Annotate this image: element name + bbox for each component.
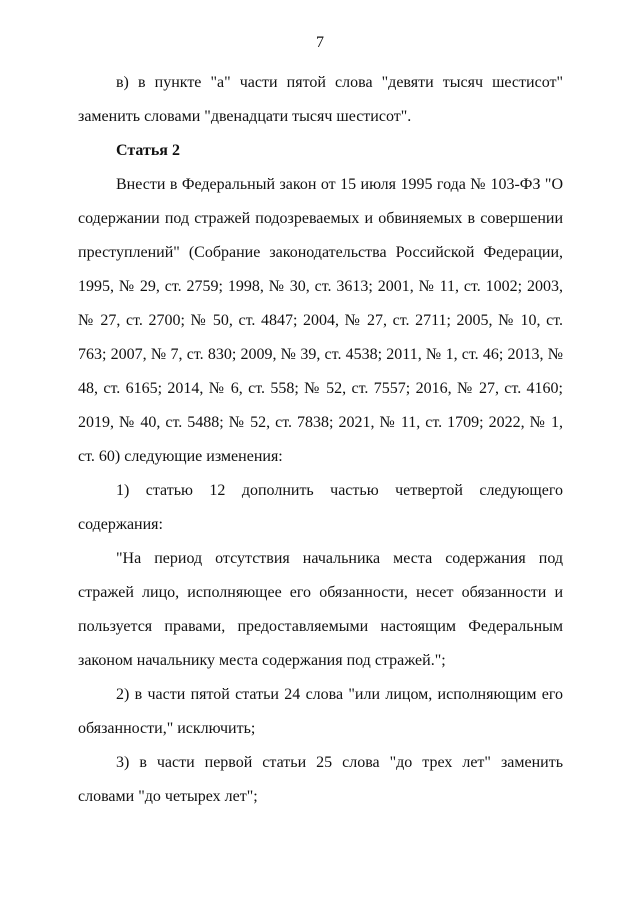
paragraph-item-2: 2) в части пятой статьи 24 слова "или лицом, исполняющим его обязанности," исключить; bbox=[78, 686, 563, 737]
document-body bbox=[78, 66, 563, 814]
paragraph-item-3: 3) в части первой статьи 25 слова "до трех лет" заменить словами "до четырех лет"; bbox=[78, 754, 563, 805]
paragraph-item-1: 1) статью 12 дополнить частью четвертой следующего содержания: bbox=[78, 482, 563, 533]
article-heading: Статья 2 bbox=[116, 142, 180, 159]
paragraph-article-2-intro: Внести в Федеральный закон от 15 июля 1995 года № 103-ФЗ "О содержании под стражей подозреваемых и обвиняемых в совершении преступлений" (Собрание законодательства Российской Федерации, 1995, № 29, ст. 2759; 1998, № 30, ст. 3613; 2001, № 11, ст. 1002; 2003, № 27, ст. 2700; № 50, ст. 4847; 2004, № 27, ст. 2711; 2005, № 10, ст. 763; 2007, № 7, ст. 830; 2009, № 39, ст. 4538; 2011, № 1, ст. 46; 2013, № 48, ст. 6165; 2014, № 6, ст. 558; № 52, ст. 7557; 2016, № 27, ст. 4160; 2019, № 40, ст. 5488; № 52, ст. 7838; 2021, № 11, ст. 1709; 2022, № 1, ст. 60) следующие изменения: bbox=[78, 176, 563, 465]
page-number: 7 bbox=[316, 34, 324, 51]
paragraph-quoted-text: "На период отсутствия начальника места содержания под стражей лицо, исполняющее его обязанности, несет обязанности и пользуется правами, предоставляемыми настоящим Федеральным законом начальнику места содержания под стражей."; bbox=[78, 550, 563, 669]
paragraph-amendment-v: в) в пункте "а" части пятой слова "девяти тысяч шестисот" заменить словами "двенадцати тысяч шестисот". bbox=[78, 74, 563, 125]
